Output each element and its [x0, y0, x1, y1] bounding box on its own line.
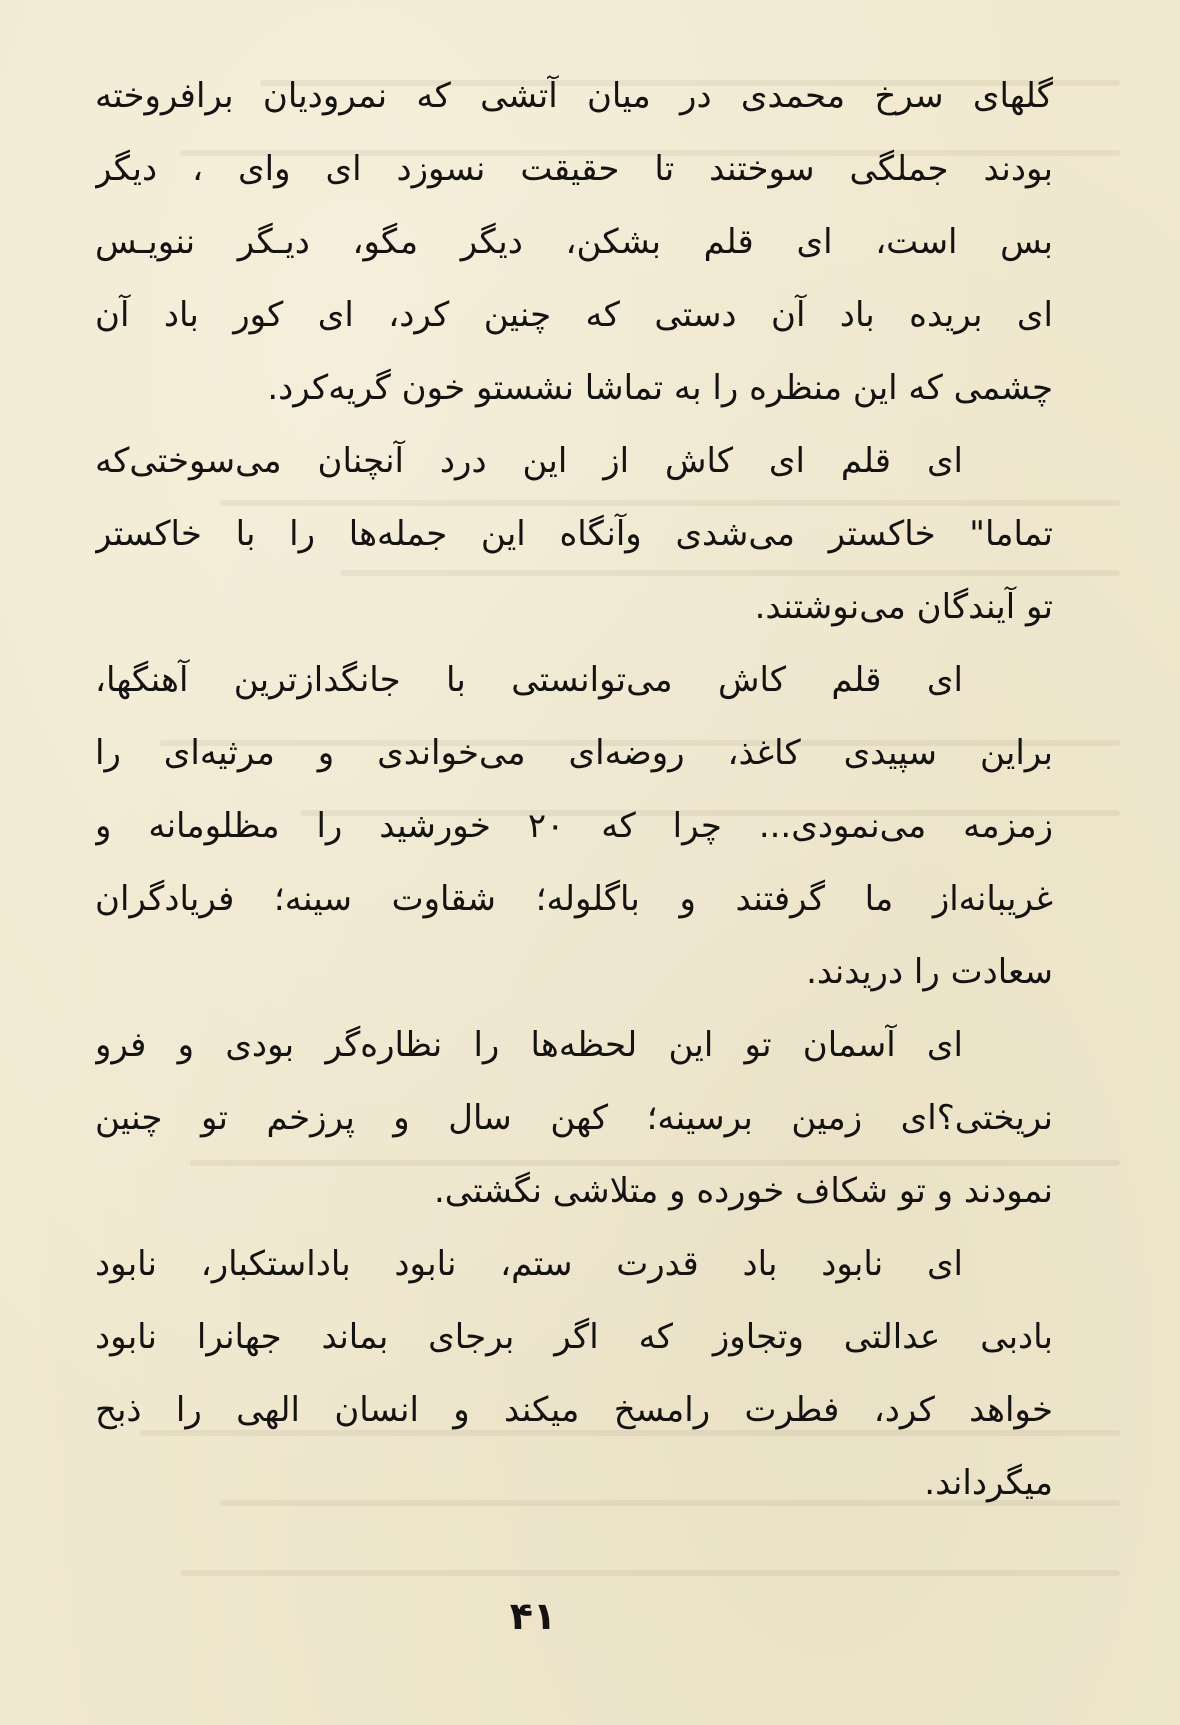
text-line: خواهد کرد، فطرت رامسخ میکند و انسان الهی را ذبح: [95, 1390, 1053, 1430]
paragraph-5: [95, 1228, 1053, 1520]
text-line: نریختی؟ای زمین برسینه؛ کهن سال و پرزخم تو چنین: [95, 1098, 1053, 1138]
text-line: بس است، ای قلم بشکن، دیگر مگو، دیـگر ننویـس: [95, 222, 1053, 262]
text-line: ای بریده باد آن دستی که چنین کرد، ای کور باد آن: [95, 295, 1053, 335]
paragraph-1: [95, 60, 1053, 425]
text-line: بادبی عدالتی وتجاوز که اگر برجای بماند جهانرا نابود: [95, 1317, 1053, 1357]
text-line: سعادت را دریدند.: [806, 952, 1053, 992]
text-line: براین سپیدی کاغذ، روضه‌ای می‌خواندی و مرثیه‌ای را: [95, 733, 1053, 773]
text-line: ای قلم ای کاش از این درد آنچنان می‌سوختی‌که: [95, 441, 963, 481]
text-line: چشمی که این منظره را به تماشا نشستو خون گریه‌کرد.: [267, 368, 1053, 408]
text-line: تماما" خاکستر می‌شدی وآنگاه این جمله‌ها را با خاکستر: [95, 514, 1053, 554]
text-line: گلهای سرخ محمدی در میان آتشی که نمرودیان برافروخته: [95, 76, 1053, 116]
text-line: نمودند و تو شکاف خورده و متلاشی نگشتی.: [433, 1171, 1053, 1211]
paragraph-2: [95, 425, 1053, 644]
page-number: ۴۱: [509, 1594, 557, 1638]
text-line: زمزمه می‌نمودی... چرا که ۲۰ خورشید را مظلومانه و: [95, 806, 1053, 846]
paragraph-3: [95, 644, 1053, 1009]
text-line: غریبانه‌از ما گرفتند و باگلوله؛ شقاوت سینه؛ فریادگران: [95, 879, 1053, 919]
body-text: [95, 60, 1053, 1520]
ghost-line: [180, 1570, 1120, 1576]
text-line: بودند جملگی سوختند تا حقیقت نسوزد ای وای ، دیگر: [95, 149, 1053, 189]
paragraph-4: [95, 1009, 1053, 1228]
text-line: ای قلم کاش می‌توانستی با جانگدازترین آهنگها،: [95, 660, 963, 700]
text-line: ای آسمان تو این لحظه‌ها را نظاره‌گر بودی و فرو: [95, 1025, 963, 1065]
text-line: میگرداند.: [924, 1463, 1053, 1503]
text-line: ای نابود باد قدرت ستم، نابود باداستکبار، نابود: [95, 1244, 963, 1284]
text-line: تو آیندگان می‌نوشتند.: [754, 587, 1053, 627]
